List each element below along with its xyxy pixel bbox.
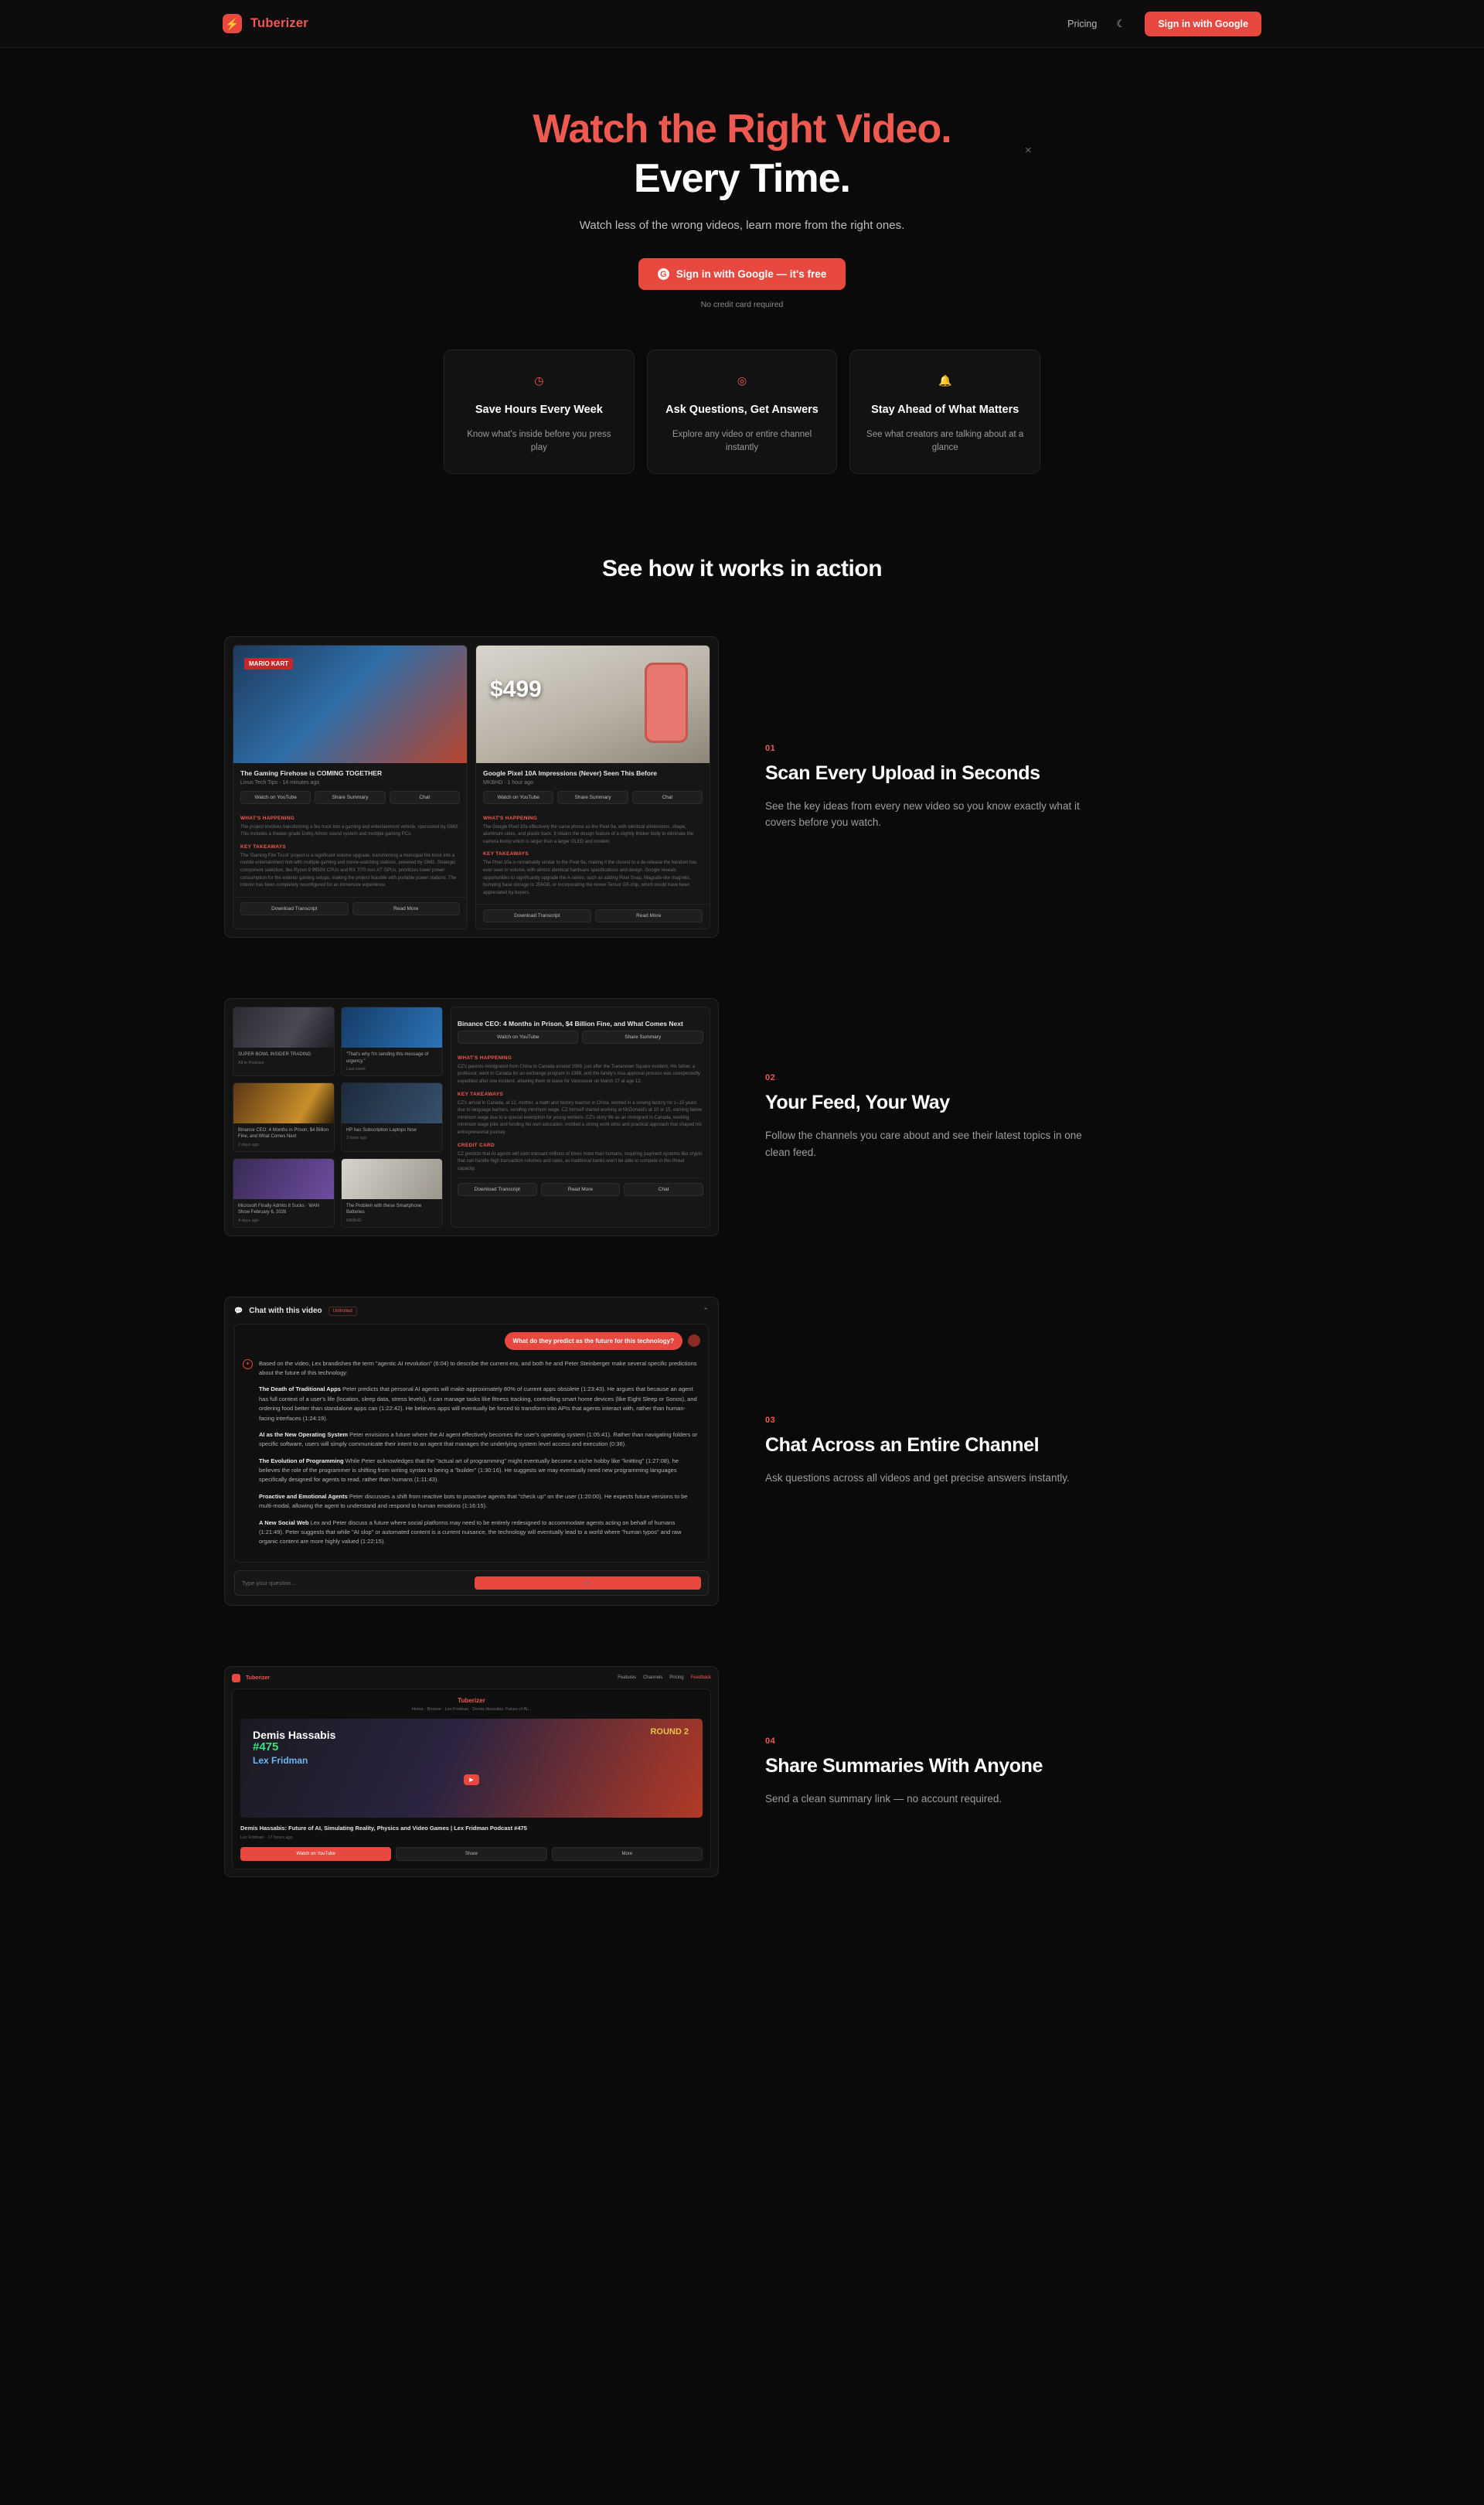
bolt-icon — [232, 1674, 240, 1682]
section-text: CZ predicts that AI agents will soon transact millions of times more than humans, requiring payment systems like crypto that can handle high transaction volumes and rates, as traditional banks won't be able to compete in this threat capacity. — [457, 1151, 703, 1171]
feature-row-desc: See the key ideas from every new video so you know exactly what it covers before you watch. — [765, 799, 1080, 829]
hero-section — [0, 48, 1484, 474]
answer-block-head: Proactive and Emotional Agents — [259, 1492, 348, 1500]
video-title: The Gaming Firehose is COMING TOGETHER — [240, 769, 383, 778]
assistant-icon: ✶ — [243, 1359, 253, 1369]
feed-thumbnail — [342, 1007, 442, 1048]
feature-card-title: Ask Questions, Get Answers — [665, 404, 819, 416]
hero-cta-label: Sign in with Google — it's free — [676, 268, 827, 280]
feed-thumbnail — [233, 1007, 334, 1048]
feature-row-visual — [224, 636, 719, 938]
feed-item[interactable] — [233, 1158, 335, 1228]
chat-question-text: What do they predict as the future for this technology? — [505, 1332, 682, 1350]
section-head: WHAT'S HAPPENING — [457, 1055, 512, 1061]
answer-block — [259, 1457, 700, 1485]
section-head: KEY TAKEAWAYS — [457, 1091, 503, 1097]
feed-caption: The Problem with these Smartphone Batteries — [345, 1203, 422, 1215]
breadcrumb: Home · Browse · Lex Fridman · Demis Hassabis: Future of AI... — [411, 1706, 532, 1712]
read-more-button[interactable]: Read More — [352, 902, 461, 915]
feed-item[interactable] — [341, 1082, 443, 1152]
feature-card-stay-ahead — [849, 349, 1040, 474]
thumbnail-episode-number: #475 — [253, 1740, 279, 1754]
top-navigation-bar — [0, 0, 1484, 48]
feature-card-ask-questions — [647, 349, 838, 474]
answer-block-text: While Peter acknowledges that the "actual art of programming" might eventually become a niche hobby like "knitting" (1:27:08), he believes the role of the programmer is shifting from writing syntax to being a "builder" (1:30:16). He suggests we may eventually need new programming languages specifically designed for agents to read, rather than humans (1:11:43). — [259, 1457, 679, 1484]
feature-card-desc: See what creators are talking about at a glance — [866, 429, 1024, 452]
mock-feed-grid — [224, 998, 719, 1235]
hero-subheadline: Watch less of the wrong videos, learn more from the right ones. — [579, 219, 905, 232]
feed-caption: Binance CEO: 4 Months in Prison, $4 Billion Fine, and What Comes Next — [238, 1128, 329, 1140]
thumbnail-tag: MARIO KART — [244, 658, 293, 670]
feature-row-title: Your Feed, Your Way — [765, 1092, 950, 1114]
avatar — [688, 1334, 700, 1347]
feed-thumbnail — [233, 1159, 334, 1199]
nav-item-pricing[interactable]: Pricing — [669, 1675, 684, 1681]
answer-block — [259, 1492, 700, 1512]
answer-block-head: The Evolution of Programming — [259, 1457, 344, 1464]
answer-intro: Based on the video, Lex brandishes the term "agentic AI revolution" (6:04) to describe the current era, and both he and Peter Steinberger make several specific predictions about the future of this technology: — [259, 1359, 697, 1376]
share-summary-button[interactable]: Share Summary — [557, 791, 628, 804]
share-content — [232, 1689, 711, 1870]
share-action-row — [240, 1847, 703, 1861]
brand-name: Tuberizer — [246, 1675, 270, 1681]
feature-row-desc: Follow the channels you care about and see their latest topics in one clean feed. — [765, 1130, 1082, 1158]
section-head: KEY TAKEAWAYS — [240, 844, 287, 850]
chevron-up-icon[interactable]: ⌃ — [703, 1307, 709, 1315]
feature-rows — [0, 636, 1484, 1877]
video-thumbnail — [476, 646, 710, 763]
google-icon: G — [658, 268, 669, 280]
video-summary-card[interactable] — [475, 645, 710, 929]
feed-item[interactable] — [341, 1158, 443, 1228]
share-topbar — [232, 1674, 711, 1689]
answer-block — [259, 1430, 700, 1450]
bell-icon: 🔔 — [938, 373, 952, 387]
share-summary-button[interactable]: Share Summary — [315, 791, 385, 804]
thumbnail-round-label: ROUND 2 — [650, 1726, 689, 1736]
feature-row-01 — [224, 636, 1260, 938]
clock-icon: ◷ — [534, 373, 544, 387]
video-thumbnail — [233, 646, 467, 763]
chat-button[interactable]: Chat — [632, 791, 703, 804]
feed-meta: 4 days ago — [238, 1218, 259, 1223]
headline-line-1: Watch the Right Video. — [533, 107, 951, 152]
feature-row-03 — [224, 1297, 1260, 1606]
feature-row-visual — [224, 998, 719, 1235]
feed-caption: Microsoft Finally Admits It Sucks · WAN Show February 6, 2026 — [238, 1203, 320, 1215]
section-text: The Google Pixel 10a effectively the same phone as the Pixel 9a, with identical dimensions, shape, aluminum sides, and plastic back. It retains the design feature of a slightly thicker body to eliminate the camera bump which is larger than a larger OLED and modem. — [483, 824, 694, 844]
mock-share-page — [224, 1666, 719, 1878]
feed-item[interactable] — [233, 1007, 335, 1076]
feed-grid — [233, 1007, 443, 1227]
feature-row-title: Scan Every Upload in Seconds — [765, 762, 1040, 784]
video-meta: Linus Tech Tips · 14 minutes ago — [240, 779, 320, 786]
feature-row-number: 01 — [765, 743, 776, 753]
answer-block-head: A New Social Web — [259, 1518, 309, 1526]
nav-item-channels[interactable]: Channels — [642, 1675, 663, 1681]
mock-chat-panel — [224, 1297, 719, 1606]
nav-link-pricing[interactable]: Pricing — [1067, 18, 1098, 29]
section-head: KEY TAKEAWAYS — [483, 851, 529, 857]
watch-on-youtube-button[interactable]: Watch on YouTube — [240, 791, 311, 804]
share-brand-title: Tuberizer — [458, 1696, 485, 1704]
download-transcript-button[interactable]: Download Transcript — [458, 1183, 537, 1196]
feed-caption: HP has Subscription Laptops Now — [345, 1128, 417, 1133]
answer-block-text: Peter predicts that personal AI agents will make approximately 80% of current apps obsolete (1:23:43). He argues that because an agent has full context of a user's life (location, sleep data, stress levels), it can manage tasks like fitness tracking, controlling smart home devices (like Eight Sleep or Sonos), and ordering food better than standalone apps can (1:22:42). He believes apps will eventually be forced to transform into APIs that agents interact with, rather than human-facing interfaces (1:24:19). — [259, 1385, 697, 1422]
chat-assistant-message — [243, 1359, 700, 1554]
more-button[interactable]: More — [552, 1847, 703, 1861]
video-title: Demis Hassabis: Future of AI, Simulating Reality, Physics and Video Games | Lex Fridman Podcast #475 — [240, 1824, 527, 1832]
headline-line-2: Every Time. — [633, 156, 850, 201]
detail-title: Binance CEO: 4 Months in Prison, $4 Billion Fine, and What Comes Next — [457, 1020, 683, 1028]
chat-user-message — [243, 1332, 700, 1350]
share-nav — [618, 1675, 711, 1680]
feature-row-text — [765, 744, 1260, 831]
chat-panel-title: Chat with this video — [249, 1307, 322, 1316]
share-summary-button[interactable]: Share Summary — [582, 1031, 703, 1044]
thumbnail-name-text: Demis Hassabis — [253, 1728, 336, 1741]
feed-caption: SUPER BOWL INSIDER TRADING — [238, 1052, 311, 1058]
feature-card-desc: Know what's inside before you press play — [467, 429, 611, 452]
target-icon: ◎ — [737, 373, 747, 387]
video-thumbnail[interactable] — [240, 1719, 703, 1818]
section-text: CZ's parents immigrated from China to Canada around 1989, just after the Tiananmen Square incident. His father, a professor, went to Canada for an exchange program in 1989, and the family's visa approval process was unexpectedly expedited after one incident, allowing them to leave for Vancouver on March 27 at age 12. — [457, 1064, 700, 1084]
feed-item[interactable] — [341, 1007, 443, 1076]
answer-block-text: Peter discusses a shift from reactive bots to proactive agents that "check up" on the user (1:20:00). He expects future versions to be multi-modal, allowing the agent to understand and respond to human emotions (1:16:15). — [259, 1492, 688, 1510]
watch-on-youtube-button[interactable]: Watch on YouTube — [458, 1031, 579, 1044]
brand-logo-group[interactable] — [223, 14, 308, 33]
chat-icon: 💬 — [234, 1307, 243, 1315]
feed-caption: "That's why I'm sending this message of urgency." — [345, 1052, 429, 1064]
hero-note: No credit card required — [700, 300, 784, 309]
chat-panel-header — [234, 1307, 709, 1324]
thumbnail-price: $499 — [490, 677, 542, 703]
feature-row-visual — [224, 1297, 719, 1606]
nav-item-feedback[interactable]: Feedback — [690, 1675, 711, 1681]
signin-with-google-button[interactable]: Sign in with Google — [1145, 12, 1261, 36]
feature-row-text — [765, 1416, 1260, 1487]
chat-button[interactable]: Chat — [390, 791, 460, 804]
feature-card-title: Stay Ahead of What Matters — [871, 404, 1019, 416]
answer-block — [259, 1518, 700, 1547]
page-title — [0, 106, 1484, 202]
feature-row-number: 03 — [765, 1415, 776, 1425]
send-icon[interactable]: ➤ — [475, 1576, 702, 1590]
feature-row-number: 02 — [765, 1073, 776, 1083]
moon-icon[interactable]: ☾ — [1116, 17, 1126, 29]
answer-block-text: Peter envisions a future where the AI agent effectively becomes the user's operating system (1:05:41). Rather than navigating folders or specific software, users will simply communicate their intent to an agent that manages the underlying system level access and execution (0:36). — [259, 1430, 698, 1448]
status-badge: Unlimited — [328, 1307, 357, 1316]
thumbnail-name — [253, 1730, 335, 1767]
feed-thumbnail — [342, 1159, 442, 1199]
play-icon[interactable]: ▶ — [464, 1774, 479, 1785]
feed-meta: MKBHD — [345, 1218, 362, 1223]
bolt-icon: ⚡ — [223, 14, 242, 33]
feature-cards — [444, 349, 1040, 474]
brand-name: Tuberizer — [250, 16, 308, 30]
answer-block-head: The Death of Traditional Apps — [259, 1385, 341, 1393]
nav-item-features[interactable]: Features — [618, 1675, 636, 1681]
section-head: WHAT'S HAPPENING — [483, 815, 538, 821]
chat-transcript — [234, 1324, 709, 1563]
feature-row-title: Chat Across an Entire Channel — [765, 1433, 1040, 1456]
mock-video-summaries — [224, 636, 719, 938]
feed-detail-panel — [451, 1007, 710, 1227]
read-more-button[interactable]: Read More — [541, 1183, 621, 1196]
hero-signin-google-button[interactable] — [638, 258, 846, 290]
answer-block-head: AI as the New Operating System — [259, 1430, 349, 1438]
download-transcript-button[interactable]: Download Transcript — [240, 902, 349, 915]
feed-item[interactable] — [233, 1082, 335, 1152]
feature-card-title: Save Hours Every Week — [475, 404, 603, 416]
chat-input-row[interactable] — [234, 1570, 709, 1596]
section-head: WHAT'S HAPPENING — [240, 815, 295, 821]
section-text: The project involves transforming a fire truck into a gaming and entertainment vehicle, sponsored by GMG. This includes a theater-grade Dolby Atmos sound system and multiple gaming PCs. — [240, 824, 460, 837]
feature-row-desc: Ask questions across all videos and get precise answers instantly. — [765, 1471, 1070, 1484]
share-button[interactable]: Share — [396, 1847, 546, 1861]
chat-input-placeholder: Type your question... — [242, 1579, 296, 1586]
feature-row-02 — [224, 998, 1260, 1235]
thumbnail-host: Lex Fridman — [253, 1755, 308, 1767]
feed-thumbnail — [233, 1083, 334, 1123]
feature-card-desc: Explore any video or entire channel instantly — [672, 429, 812, 452]
section-text: The 'Gaming Fire Truck' project is a significant volume upgrade, transforming a municipal fire truck into a mobile entertainment hub with multiple gaming and movie-watching stations, powered by GMG. Strategic component selection, like Ryzen 9 9950X CPUs and RX 7/70 non-XT GPUs, prioritizes lower power consumption for the exterior gaming setups, making the project feasible with portable power stations. The interior has been completely reconfigured for an immersive experience. — [240, 853, 457, 888]
watch-on-youtube-button[interactable]: Watch on YouTube — [483, 791, 553, 804]
feature-row-desc: Send a clean summary link — no account required. — [765, 1792, 1002, 1805]
read-more-button[interactable]: Read More — [595, 909, 703, 922]
chat-button[interactable]: Chat — [624, 1183, 703, 1196]
video-summary-card[interactable] — [233, 645, 468, 929]
feature-row-04 — [224, 1666, 1260, 1878]
feed-thumbnail — [342, 1083, 442, 1123]
feed-meta: All In Podcast — [238, 1060, 264, 1065]
feed-meta: 3 days ago — [345, 1136, 367, 1141]
watch-on-youtube-button[interactable]: Watch on YouTube — [240, 1847, 391, 1861]
phone-graphic — [645, 663, 688, 743]
answer-block — [259, 1385, 700, 1423]
download-transcript-button[interactable]: Download Transcript — [483, 909, 591, 922]
feature-card-save-hours — [444, 349, 635, 474]
feature-row-text — [765, 1073, 1260, 1160]
video-meta: Lex Fridman · 17 hours ago — [240, 1835, 293, 1841]
chat-answer-body — [259, 1359, 700, 1554]
section-head: CREDIT CARD — [457, 1142, 495, 1148]
section-text: CZ's arrival in Canada, at 12, mother, a math and history teacher in China, worked in a sewing factory for 1–15 years due to language barriers, sending minimum wage. CZ himself started working at McDonald's at 10 or 15, earning below minimum wage due to a special exemption for young workers. CZ's story life as an immigrant in Canada, working minimum wage jobs and funding his own education, instilled a strong work ethic and practical approach that shaped his entrepreneurial journey. — [457, 1100, 703, 1135]
section-text: The Pixel 10a is remarkably similar to the Pixel 9a, making it the closest to a de-release the handset has ever seen in volume, with almost identical hardware specifications and design. Google reveals opportunities to significantly upgrade the A-series, such as adding Pixel Snap, Magsafe-like magnets, bumping base storage to 256GB, or incorporating the newer Tensor G5 chip, which would have been appreciated by buyers. — [483, 861, 697, 895]
feature-row-text — [765, 1736, 1260, 1808]
close-icon[interactable]: × — [1025, 144, 1032, 157]
answer-block-text: Lex and Peter discuss a future where social platforms may need to be entirely redesigned to accommodate agents acting on behalf of humans (1:21:49). Peter suggests that while "AI slop" or automated content is a current nuisance, the technology will eventually lead to a world where "human typos" and raw organic content are more highly valued (1:22:15). — [259, 1518, 682, 1546]
nav-actions — [1067, 12, 1261, 36]
feature-row-visual — [224, 1666, 719, 1878]
video-meta: MKBHD · 1 hour ago — [483, 779, 533, 786]
feature-row-number: 04 — [765, 1736, 776, 1746]
section-heading: See how it works in action — [601, 556, 883, 582]
feed-meta: 2 days ago — [238, 1142, 259, 1147]
video-title: Google Pixel 10A Impressions (Never) Seen This Before — [483, 769, 658, 778]
feature-row-title: Share Summaries With Anyone — [765, 1754, 1043, 1777]
feed-meta: Last week — [345, 1067, 366, 1072]
